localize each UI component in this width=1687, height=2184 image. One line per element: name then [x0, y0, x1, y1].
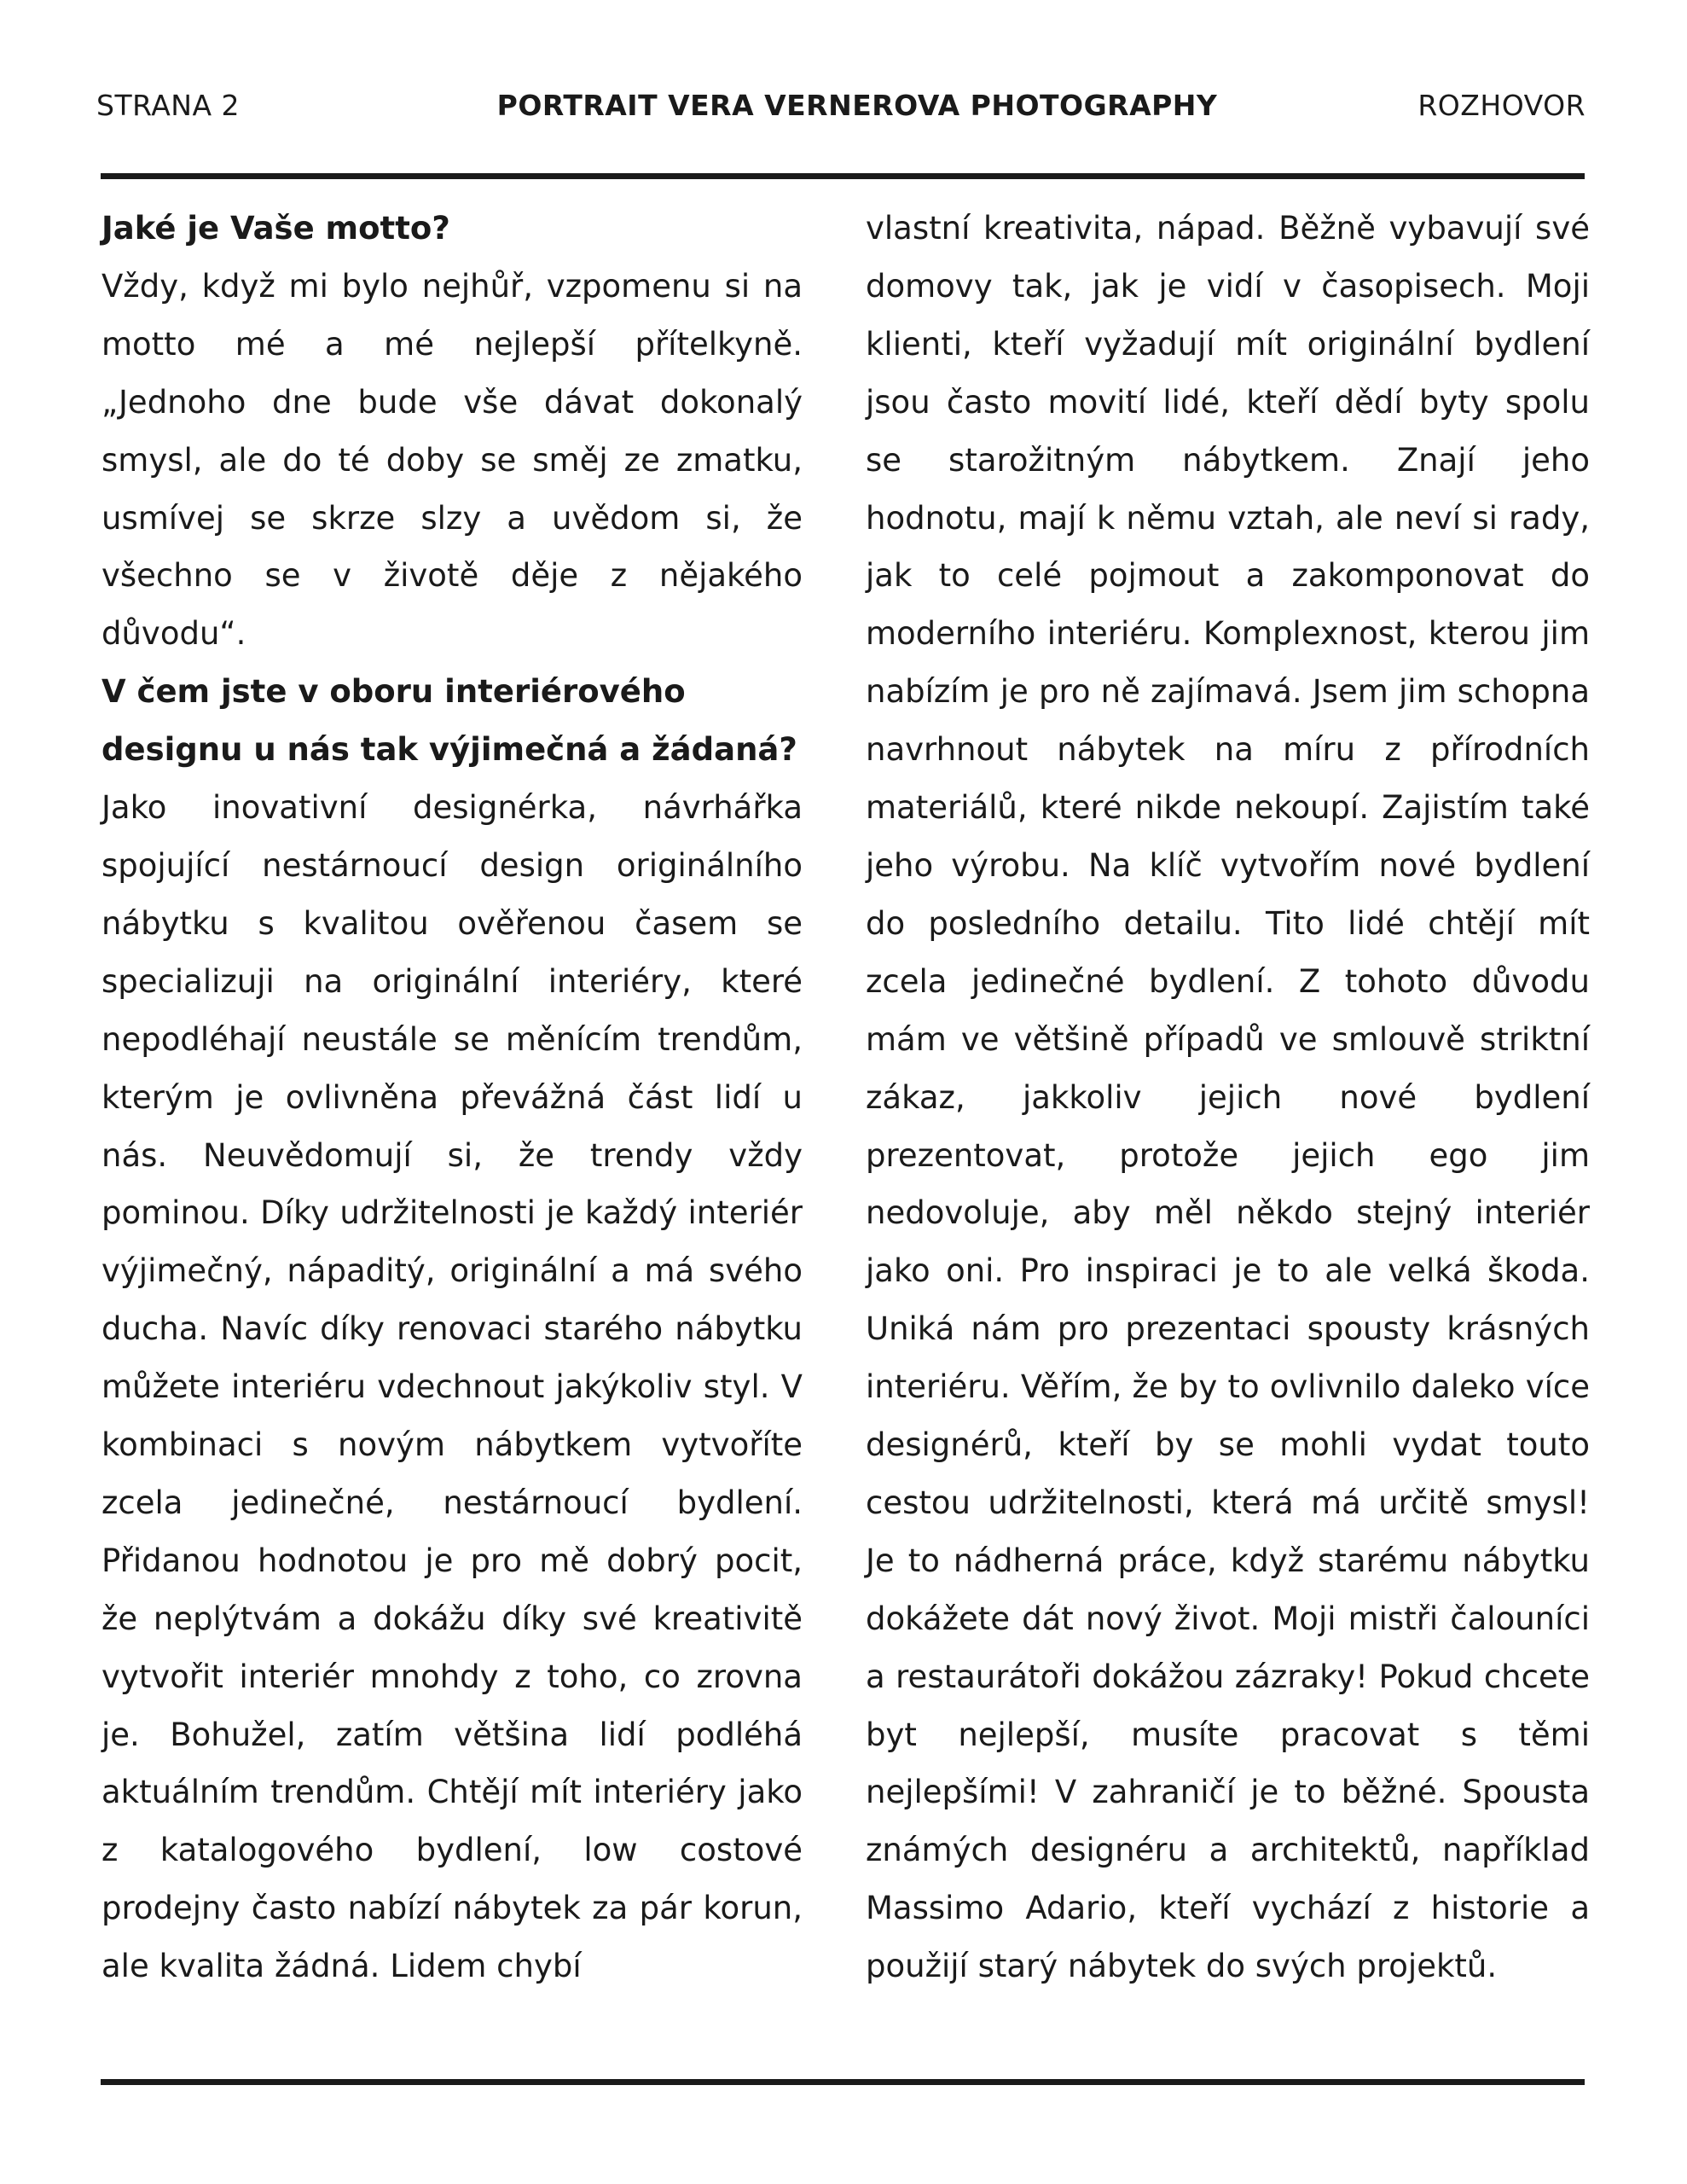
answer-design-part1: Jako inovativní designérka, návrhářka spojující nestárnoucí design originálního nábytku s kvalitou ověřenou časem se specializuji na originální interiéry, které nepodléhají neustále se měnícím trendům, kterým je ovlivněna převážná část lidí u nás. Neuvědomují si, že trendy vždy pominou. Díky udržitelnosti je každý interiér výjimečný, nápaditý, originální a má svého ducha. Navíc díky renovaci starého nábytku můžete interiéru vdechnout jakýkoliv styl. V kombinaci s novým nábytkem vytvoříte zcela jedinečné, nestárnoucí bydlení. Přidanou hodnotou je pro mě dobrý pocit, že neplýtvám a dokážu díky své kreativitě vytvořit interiér mnohdy z toho, co zrovna je. Bohužel, zatím většina lidí podléhá aktuálním trendům. Chtějí mít interiéry jako z katalogového bydlení, low costové prodejny často nabízí nábytek za pár korun, ale kvalita žádná. Lidem chybí: [101, 789, 803, 1985]
bottom-divider: [101, 2079, 1585, 2085]
question-design: V čem jste v oboru interiérového designu u nás tak výjimečná a žádaná?: [101, 673, 797, 769]
right-column: [866, 200, 1590, 1995]
answer-motto: Vždy, když mi bylo nejhůř, vzpomenu si na motto mé a mé nejlepší přítelkyně. „Jednoho dne bude vše dávat dokonalý smysl, ale do té doby se směj ze zmatku, usmívej se skrze slzy a uvědom si, že všechno se v životě děje z nějakého důvodu“.: [101, 267, 803, 653]
section-label: ROZHOVOR: [1417, 89, 1586, 122]
answer-design-part2: vlastní kreativita, nápad. Běžně vybavují své domovy tak, jak je vidí v časopisech. Moji klienti, kteří vyžadují mít originální bydlení jsou často movití lidé, kteří dědí byty spolu se starožitným nábytkem. Znají jeho hodnotu, mají k němu vztah, ale neví si rady, jak to celé pojmout a zakomponovat do moderního interiéru. Komplexnost, kterou jim nabízím je pro ně zajímavá. Jsem jim schopna navrhnout nábytek na míru z přírodních materiálů, které nikde nekoupí. Zajistím také jeho výrobu. Na klíč vytvořím nové bydlení do posledního detailu. Tito lidé chtějí mít zcela jedinečné bydlení. Z tohoto důvodu mám ve většině případů ve smlouvě striktní zákaz, jakkoliv jejich nové bydlení prezentovat, protože jejich ego jim nedovoluje, aby měl někdo stejný interiér jako oni. Pro inspiraci je to ale velká škoda. Uniká nám pro prezentaci spousty krásných interiéru. Věřím, že by to ovlivnilo daleko více designérů, kteří by se mohli vydat touto cestou udržitelnosti, která má určitě smysl! Je to nádherná práce, když starému nábytku dokážete dát nový život. Moji mistři čalouníci a restaurátoři dokážou zázraky! Pokud chcete byt nejlepší, musíte pracovat s těmi nejlepšími! V zahraničí je to běžné. Spousta známých designéru a architektů, například Massimo Adario, kteří vychází z historie a použijí starý nábytek do svých projektů.: [866, 210, 1590, 1985]
page-number: STRANA 2: [96, 89, 241, 122]
top-divider: [101, 173, 1585, 179]
left-column: [101, 200, 803, 1995]
question-motto: Jaké je Vaše motto?: [101, 210, 450, 247]
publication-title: PORTRAIT VERA VERNEROVA PHOTOGRAPHY: [496, 89, 1218, 122]
